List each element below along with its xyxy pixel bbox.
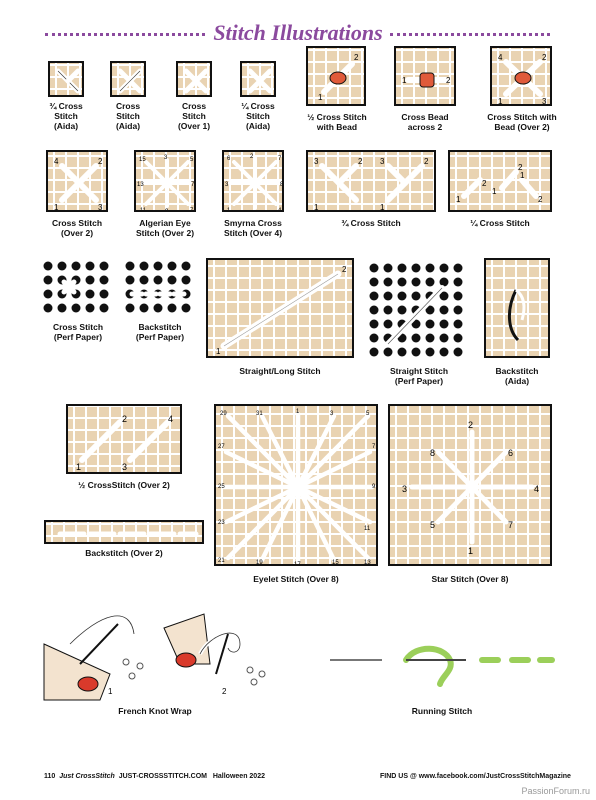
fabric-swatch xyxy=(134,150,196,215)
caption-line: (Aida) xyxy=(115,121,141,131)
title-rule-left xyxy=(45,33,205,40)
footer-left xyxy=(44,773,265,780)
caption-line: (Over 1) xyxy=(177,121,211,131)
caption-line: Backstitch xyxy=(138,322,182,332)
figure-cross-bead xyxy=(390,46,460,138)
caption-line: Eyelet Stitch (Over 8) xyxy=(253,574,339,584)
svg-text:25: 25 xyxy=(218,484,225,490)
caption-line: Algerian Eye xyxy=(139,218,191,228)
caption-line: Stitch xyxy=(246,111,270,121)
caption xyxy=(124,218,206,238)
svg-text:2: 2 xyxy=(518,163,523,172)
caption xyxy=(44,548,204,558)
svg-text:2: 2 xyxy=(538,195,543,204)
fabric-swatch xyxy=(48,61,84,97)
svg-text:2: 2 xyxy=(122,414,128,424)
svg-text:1: 1 xyxy=(498,97,503,106)
fabric-swatch xyxy=(484,258,550,358)
svg-text:4: 4 xyxy=(278,208,282,214)
svg-text:2: 2 xyxy=(468,420,474,430)
figure-half-cross-over2 xyxy=(66,404,182,496)
svg-text:29: 29 xyxy=(220,411,227,417)
svg-text:1: 1 xyxy=(492,187,497,196)
caption-line: Bead (Over 2) xyxy=(494,122,550,132)
svg-text:1: 1 xyxy=(76,462,82,472)
caption xyxy=(102,101,154,131)
svg-text:3: 3 xyxy=(330,411,334,417)
fabric-swatch xyxy=(388,404,552,566)
caption-line: Straight Stitch xyxy=(389,366,449,376)
caption-line: ¼ Cross xyxy=(241,101,275,111)
svg-text:3: 3 xyxy=(122,462,128,472)
svg-text:3: 3 xyxy=(380,157,385,166)
fabric-swatch xyxy=(240,61,276,97)
svg-text:8: 8 xyxy=(280,182,284,188)
figure-algerian-eye xyxy=(130,150,202,242)
caption xyxy=(364,366,474,386)
figure-backstitch-over2 xyxy=(44,520,204,560)
figure-backstitch-perf-paper xyxy=(122,258,198,348)
svg-text:2: 2 xyxy=(542,53,547,62)
svg-text:7: 7 xyxy=(191,182,195,188)
figure-cross-perf-paper xyxy=(40,258,116,348)
svg-text:11: 11 xyxy=(364,526,371,532)
svg-text:3: 3 xyxy=(98,203,103,212)
caption-line: (Perf Paper) xyxy=(394,376,444,386)
svg-text:17: 17 xyxy=(294,562,301,568)
fabric-swatch xyxy=(44,520,204,544)
figure-star-stitch xyxy=(388,404,552,588)
svg-text:1: 1 xyxy=(108,687,113,696)
svg-text:5: 5 xyxy=(430,520,436,530)
fabric-swatch xyxy=(394,46,456,106)
caption-line: Cross xyxy=(181,101,207,111)
caption-line: Cross Stitch xyxy=(51,218,103,228)
caption-line: Backstitch xyxy=(495,366,539,376)
caption-line: Cross Stitch xyxy=(52,322,104,332)
caption-line: (Perf Paper) xyxy=(53,332,103,342)
svg-text:7: 7 xyxy=(508,520,514,530)
page-title: Stitch Illustrations xyxy=(213,20,383,45)
fabric-swatch xyxy=(222,150,284,216)
magazine-name: Just CrossStitch xyxy=(59,773,115,780)
fabric-swatch xyxy=(110,61,146,97)
caption-line: Stitch xyxy=(54,111,78,121)
svg-text:9: 9 xyxy=(165,209,169,215)
fabric-swatch xyxy=(46,150,108,212)
svg-text:1: 1 xyxy=(296,409,300,415)
svg-text:15: 15 xyxy=(332,560,339,566)
caption xyxy=(116,322,204,342)
figure-quarter-cross xyxy=(448,150,552,230)
figure-smyrna-cross xyxy=(218,150,290,242)
figure-three-quarter-aida xyxy=(40,55,90,135)
caption-line: Stitch xyxy=(116,111,140,121)
figure-quarter-aida xyxy=(234,55,284,135)
caption xyxy=(232,101,284,131)
svg-text:15: 15 xyxy=(139,157,146,163)
svg-text:4: 4 xyxy=(534,484,540,494)
svg-text:5: 5 xyxy=(190,157,194,163)
caption xyxy=(80,706,230,716)
caption-line: (Aida) xyxy=(504,376,530,386)
figure-backstitch-aida xyxy=(484,258,556,388)
watermark: PassionForum.ru xyxy=(521,786,590,796)
svg-text:11: 11 xyxy=(140,208,147,214)
figure-three-quarter-cross xyxy=(306,150,436,230)
svg-text:2: 2 xyxy=(354,53,359,62)
website: JUST-CROSSSTITCH.COM xyxy=(118,773,207,780)
svg-text:3: 3 xyxy=(164,155,168,161)
fabric-swatch xyxy=(176,61,212,97)
svg-text:2: 2 xyxy=(222,687,227,696)
svg-text:5: 5 xyxy=(366,411,370,417)
svg-text:4: 4 xyxy=(498,53,503,62)
caption xyxy=(168,101,220,131)
svg-text:4: 4 xyxy=(54,157,59,166)
caption xyxy=(478,112,566,132)
caption-line: (Aida) xyxy=(53,121,79,131)
caption-line: with Bead xyxy=(316,122,358,132)
fabric-swatch xyxy=(306,150,436,212)
caption-line: Stitch xyxy=(182,111,206,121)
issue: Halloween 2022 xyxy=(212,773,265,780)
figure-cross-aida xyxy=(104,55,154,135)
svg-text:13: 13 xyxy=(137,182,144,188)
figure-straight-long xyxy=(206,258,354,380)
fabric-swatch xyxy=(66,404,182,474)
caption xyxy=(384,112,466,132)
svg-text:5: 5 xyxy=(252,210,256,216)
svg-text:9: 9 xyxy=(372,484,376,490)
title-rule-right xyxy=(390,33,550,40)
svg-text:1: 1 xyxy=(402,76,407,85)
svg-text:7: 7 xyxy=(190,208,194,214)
figure-cross-over2 xyxy=(42,150,114,242)
svg-text:19: 19 xyxy=(256,560,263,566)
caption xyxy=(56,480,192,490)
figure-cross-over1 xyxy=(170,55,220,135)
caption-line: French Knot Wrap xyxy=(118,706,192,716)
svg-text:3: 3 xyxy=(314,157,319,166)
svg-text:1: 1 xyxy=(520,171,525,180)
caption-line: Star Stitch (Over 8) xyxy=(431,574,509,584)
svg-text:7: 7 xyxy=(372,444,376,450)
caption xyxy=(40,101,92,131)
svg-text:2: 2 xyxy=(250,154,254,160)
caption-line: ¾ Cross xyxy=(49,101,83,111)
svg-text:2: 2 xyxy=(358,157,363,166)
fabric-swatch xyxy=(448,150,552,212)
caption-line: ½ CrossStitch (Over 2) xyxy=(78,480,170,490)
caption xyxy=(212,218,294,238)
caption xyxy=(38,218,116,238)
caption-line: (Perf Paper) xyxy=(135,332,185,342)
page-number: 110 xyxy=(44,773,56,780)
caption-line: Stitch (Over 2) xyxy=(135,228,195,238)
figure-french-knot-wrap xyxy=(40,604,290,722)
caption-line: (Over 2) xyxy=(60,228,94,238)
caption-line: Straight/Long Stitch xyxy=(239,366,321,376)
svg-text:1: 1 xyxy=(468,546,474,556)
svg-text:27: 27 xyxy=(218,444,225,450)
caption xyxy=(372,706,512,716)
svg-text:2: 2 xyxy=(342,265,347,274)
svg-text:13: 13 xyxy=(364,560,371,566)
figure-eyelet-stitch xyxy=(214,404,378,588)
caption-line: (Aida) xyxy=(245,121,271,131)
svg-text:21: 21 xyxy=(218,558,225,564)
svg-text:3: 3 xyxy=(225,182,229,188)
svg-text:1: 1 xyxy=(216,347,221,356)
footer-right: FIND US @ www.facebook.com/JustCrossStitchMagazine xyxy=(380,773,571,780)
caption xyxy=(34,322,122,342)
svg-text:6: 6 xyxy=(227,156,231,162)
svg-text:2: 2 xyxy=(98,157,103,166)
caption xyxy=(388,574,552,584)
svg-text:2: 2 xyxy=(446,76,451,85)
figure-straight-perf-paper xyxy=(364,258,474,388)
svg-text:1: 1 xyxy=(227,208,231,214)
caption-line: ½ Cross Stitch xyxy=(307,112,367,122)
svg-text:2: 2 xyxy=(482,179,487,188)
caption xyxy=(306,218,436,228)
figure-cross-bead-over2 xyxy=(482,46,562,138)
caption xyxy=(448,218,552,228)
caption-line: ¾ Cross Stitch xyxy=(341,218,401,228)
svg-text:3: 3 xyxy=(402,484,408,494)
fabric-swatch xyxy=(206,258,354,358)
svg-text:8: 8 xyxy=(430,448,436,458)
svg-text:31: 31 xyxy=(256,411,263,417)
fabric-swatch xyxy=(214,404,378,566)
caption-line: Cross Bead xyxy=(401,112,449,122)
svg-text:1: 1 xyxy=(380,203,385,212)
svg-text:7: 7 xyxy=(278,156,282,162)
svg-text:1: 1 xyxy=(318,93,323,102)
caption-line: Smyrna Cross xyxy=(224,218,282,228)
caption-line: across 2 xyxy=(407,122,443,132)
caption-line: Cross xyxy=(115,101,141,111)
caption-line: Running Stitch xyxy=(411,706,473,716)
caption xyxy=(206,366,354,376)
figure-running-stitch xyxy=(326,630,556,722)
fabric-swatch xyxy=(490,46,552,106)
svg-text:23: 23 xyxy=(218,520,225,526)
svg-text:1: 1 xyxy=(314,203,319,212)
svg-text:3: 3 xyxy=(542,97,547,106)
caption-line: Cross Stitch with xyxy=(487,112,557,122)
caption xyxy=(294,112,380,132)
figure-half-bead xyxy=(300,46,374,138)
caption-line: Backstitch (Over 2) xyxy=(85,548,163,558)
svg-text:6: 6 xyxy=(508,448,514,458)
caption xyxy=(478,366,556,386)
svg-text:1: 1 xyxy=(54,203,59,212)
svg-text:2: 2 xyxy=(424,157,429,166)
caption xyxy=(214,574,378,584)
svg-text:4: 4 xyxy=(168,414,174,424)
svg-text:1: 1 xyxy=(456,195,461,204)
fabric-swatch xyxy=(306,46,366,106)
caption-line: ¼ Cross Stitch xyxy=(470,218,530,228)
caption-line: Stitch (Over 4) xyxy=(223,228,283,238)
